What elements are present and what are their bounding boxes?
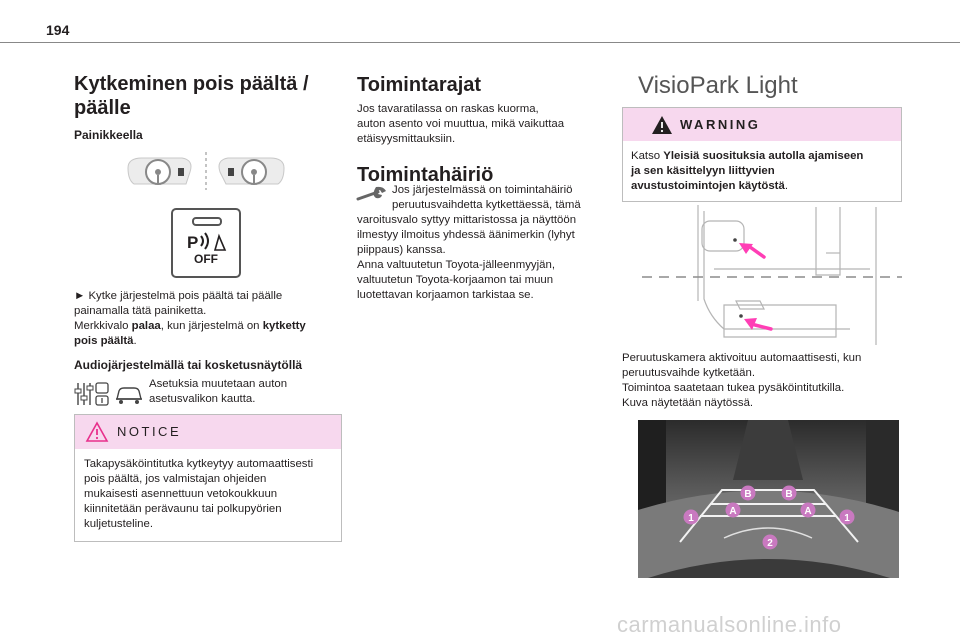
sliders-icon bbox=[75, 383, 93, 405]
settings-icons bbox=[74, 381, 146, 407]
section-title-switching bbox=[74, 72, 344, 120]
audio-description bbox=[149, 377, 329, 407]
text-span: , kun järjestelmä on bbox=[160, 320, 263, 332]
column-2 bbox=[357, 73, 607, 187]
text-line: auton asento voi muuttua, mikä vaikuttaa bbox=[357, 118, 565, 130]
text-line: painamalla tätä painiketta. bbox=[74, 305, 207, 317]
text-line: kuljetusteline. bbox=[84, 518, 154, 530]
svg-text:B: B bbox=[785, 489, 793, 500]
text-span: Merkkivalo bbox=[74, 320, 132, 332]
warning-box bbox=[622, 107, 902, 202]
camera-label-b-left bbox=[741, 486, 756, 501]
arrow-icon bbox=[755, 325, 771, 329]
section-title-fault: Toimintahäiriö bbox=[357, 164, 494, 186]
column-1 bbox=[74, 72, 344, 142]
column-1-lower bbox=[74, 289, 344, 372]
rear-camera-location-illustration bbox=[640, 205, 902, 347]
section-title-visiopark: VisioPark Light bbox=[638, 72, 798, 99]
text-line: Peruutuskamera aktivoituu automaattisesti, kun bbox=[622, 352, 862, 364]
warning-title: WARNING bbox=[680, 117, 761, 132]
text-line: Kuva näytetään näytössä. bbox=[622, 397, 754, 409]
camera-description bbox=[622, 351, 912, 411]
text-line: ilmestyy ilmoitus yhdessä äänimerkin (lyhyt bbox=[357, 229, 575, 241]
off-label: OFF bbox=[194, 252, 218, 266]
svg-text:P: P bbox=[187, 233, 199, 252]
car-icon bbox=[116, 388, 142, 404]
text-line: Anna valtuutetun Toyota-jälleenmyyjän, bbox=[357, 259, 555, 271]
text-span: . bbox=[133, 335, 137, 347]
bold-text: Yleisiä suosituksia autolla ajamiseen bbox=[663, 150, 864, 162]
svg-text:B: B bbox=[744, 489, 752, 500]
camera-label-b-right bbox=[782, 486, 797, 501]
text-line: pois päältä, jos valmistajan ohjeiden bbox=[84, 473, 267, 485]
footer-watermark: carmanualsonline.info bbox=[617, 612, 842, 637]
bold-text: palaa bbox=[131, 320, 161, 332]
notice-header bbox=[75, 415, 341, 449]
camera-label-a-left bbox=[726, 503, 741, 518]
text-line: Takapysäköintitutka kytkeytyy automaattisesti bbox=[84, 458, 314, 470]
text-line: etäisyysmittauksiin. bbox=[357, 133, 456, 145]
text-line: kiinnitetään perävaunu tai polkupyörien bbox=[84, 503, 282, 515]
svg-text:A: A bbox=[804, 506, 812, 517]
camera-label-2 bbox=[763, 535, 778, 550]
svg-text:1: 1 bbox=[844, 513, 850, 524]
camera-label-a-right bbox=[801, 503, 816, 518]
fault-text bbox=[357, 213, 607, 303]
text-line: ► Kytke järjestelmä pois päältä tai päälle bbox=[74, 290, 283, 302]
wrench-icon bbox=[356, 183, 390, 205]
right-hand-drive-icon bbox=[219, 158, 284, 184]
text-line: Toimintoa saatetaan tukea pysäköintitutkilla. bbox=[622, 382, 845, 394]
instruction-text bbox=[74, 289, 344, 349]
warning-triangle-icon bbox=[85, 421, 109, 443]
text-line: valtuutetun Toyota-korjaamon tai muun bbox=[357, 274, 554, 286]
warning-triangle-icon bbox=[650, 114, 674, 136]
svg-text:2: 2 bbox=[767, 538, 773, 549]
camera-label-1-right bbox=[840, 510, 855, 525]
parking-sensor-off-button[interactable] bbox=[171, 208, 241, 278]
bold-text: ja sen käsittelyyn liittyvien bbox=[631, 165, 775, 177]
camera-label-1-left bbox=[684, 510, 699, 525]
menu-settings-icon bbox=[96, 383, 108, 405]
left-hand-drive-icon bbox=[128, 158, 191, 184]
bold-text: avustustoimintojen käytöstä bbox=[631, 180, 785, 192]
text-line: varoitusvalo syttyy mittaristossa ja näyttöön bbox=[357, 214, 577, 226]
warning-body bbox=[623, 141, 901, 200]
fault-text-indented bbox=[392, 183, 607, 213]
svg-text:1: 1 bbox=[688, 513, 694, 524]
text-line: asetusvalikon kautta. bbox=[149, 393, 256, 405]
limits-text bbox=[357, 102, 607, 147]
text-line: mukaisesti asennettuun vetokoukkuun bbox=[84, 488, 278, 500]
title-line: Kytkeminen pois päältä / bbox=[74, 73, 309, 95]
arrow-icon bbox=[750, 247, 764, 257]
text-span: . bbox=[784, 180, 788, 192]
page-number: 194 bbox=[46, 22, 70, 38]
bold-text: pois päältä bbox=[74, 335, 134, 347]
audio-heading: Audiojärjestelmällä tai kosketusnäytöllä bbox=[74, 358, 303, 372]
bold-text: kytketty bbox=[262, 320, 306, 332]
warning-header bbox=[623, 108, 901, 141]
text-span: Katso bbox=[631, 150, 664, 162]
notice-box bbox=[74, 414, 342, 542]
text-line: peruutusvaihde kytketään. bbox=[622, 367, 755, 379]
buttons-heading: Painikkeella bbox=[74, 128, 143, 142]
indicator-light bbox=[192, 217, 222, 226]
text-line: piippaus) kanssa. bbox=[357, 244, 446, 256]
text-line: peruutusvaihdetta kytkettäessä, tämä bbox=[392, 199, 581, 211]
text-line: luotettavan korjaamon tarkistaa se. bbox=[357, 289, 534, 301]
text-line: Asetuksia muutetaan auton bbox=[149, 378, 288, 390]
text-line: Jos tavaratilassa on raskas kuorma, bbox=[357, 103, 539, 115]
title-line: päälle bbox=[74, 97, 131, 119]
text-line: Jos järjestelmässä on toimintahäiriö bbox=[392, 184, 573, 196]
notice-title: NOTICE bbox=[117, 424, 182, 439]
section-title-limits: Toimintarajat bbox=[357, 74, 482, 96]
parking-sensor-icon bbox=[185, 230, 229, 252]
svg-text:A: A bbox=[729, 506, 737, 517]
rear-camera-view bbox=[638, 420, 899, 578]
top-rule bbox=[0, 42, 960, 43]
notice-body bbox=[75, 449, 341, 542]
steering-position-illustration bbox=[120, 150, 292, 192]
